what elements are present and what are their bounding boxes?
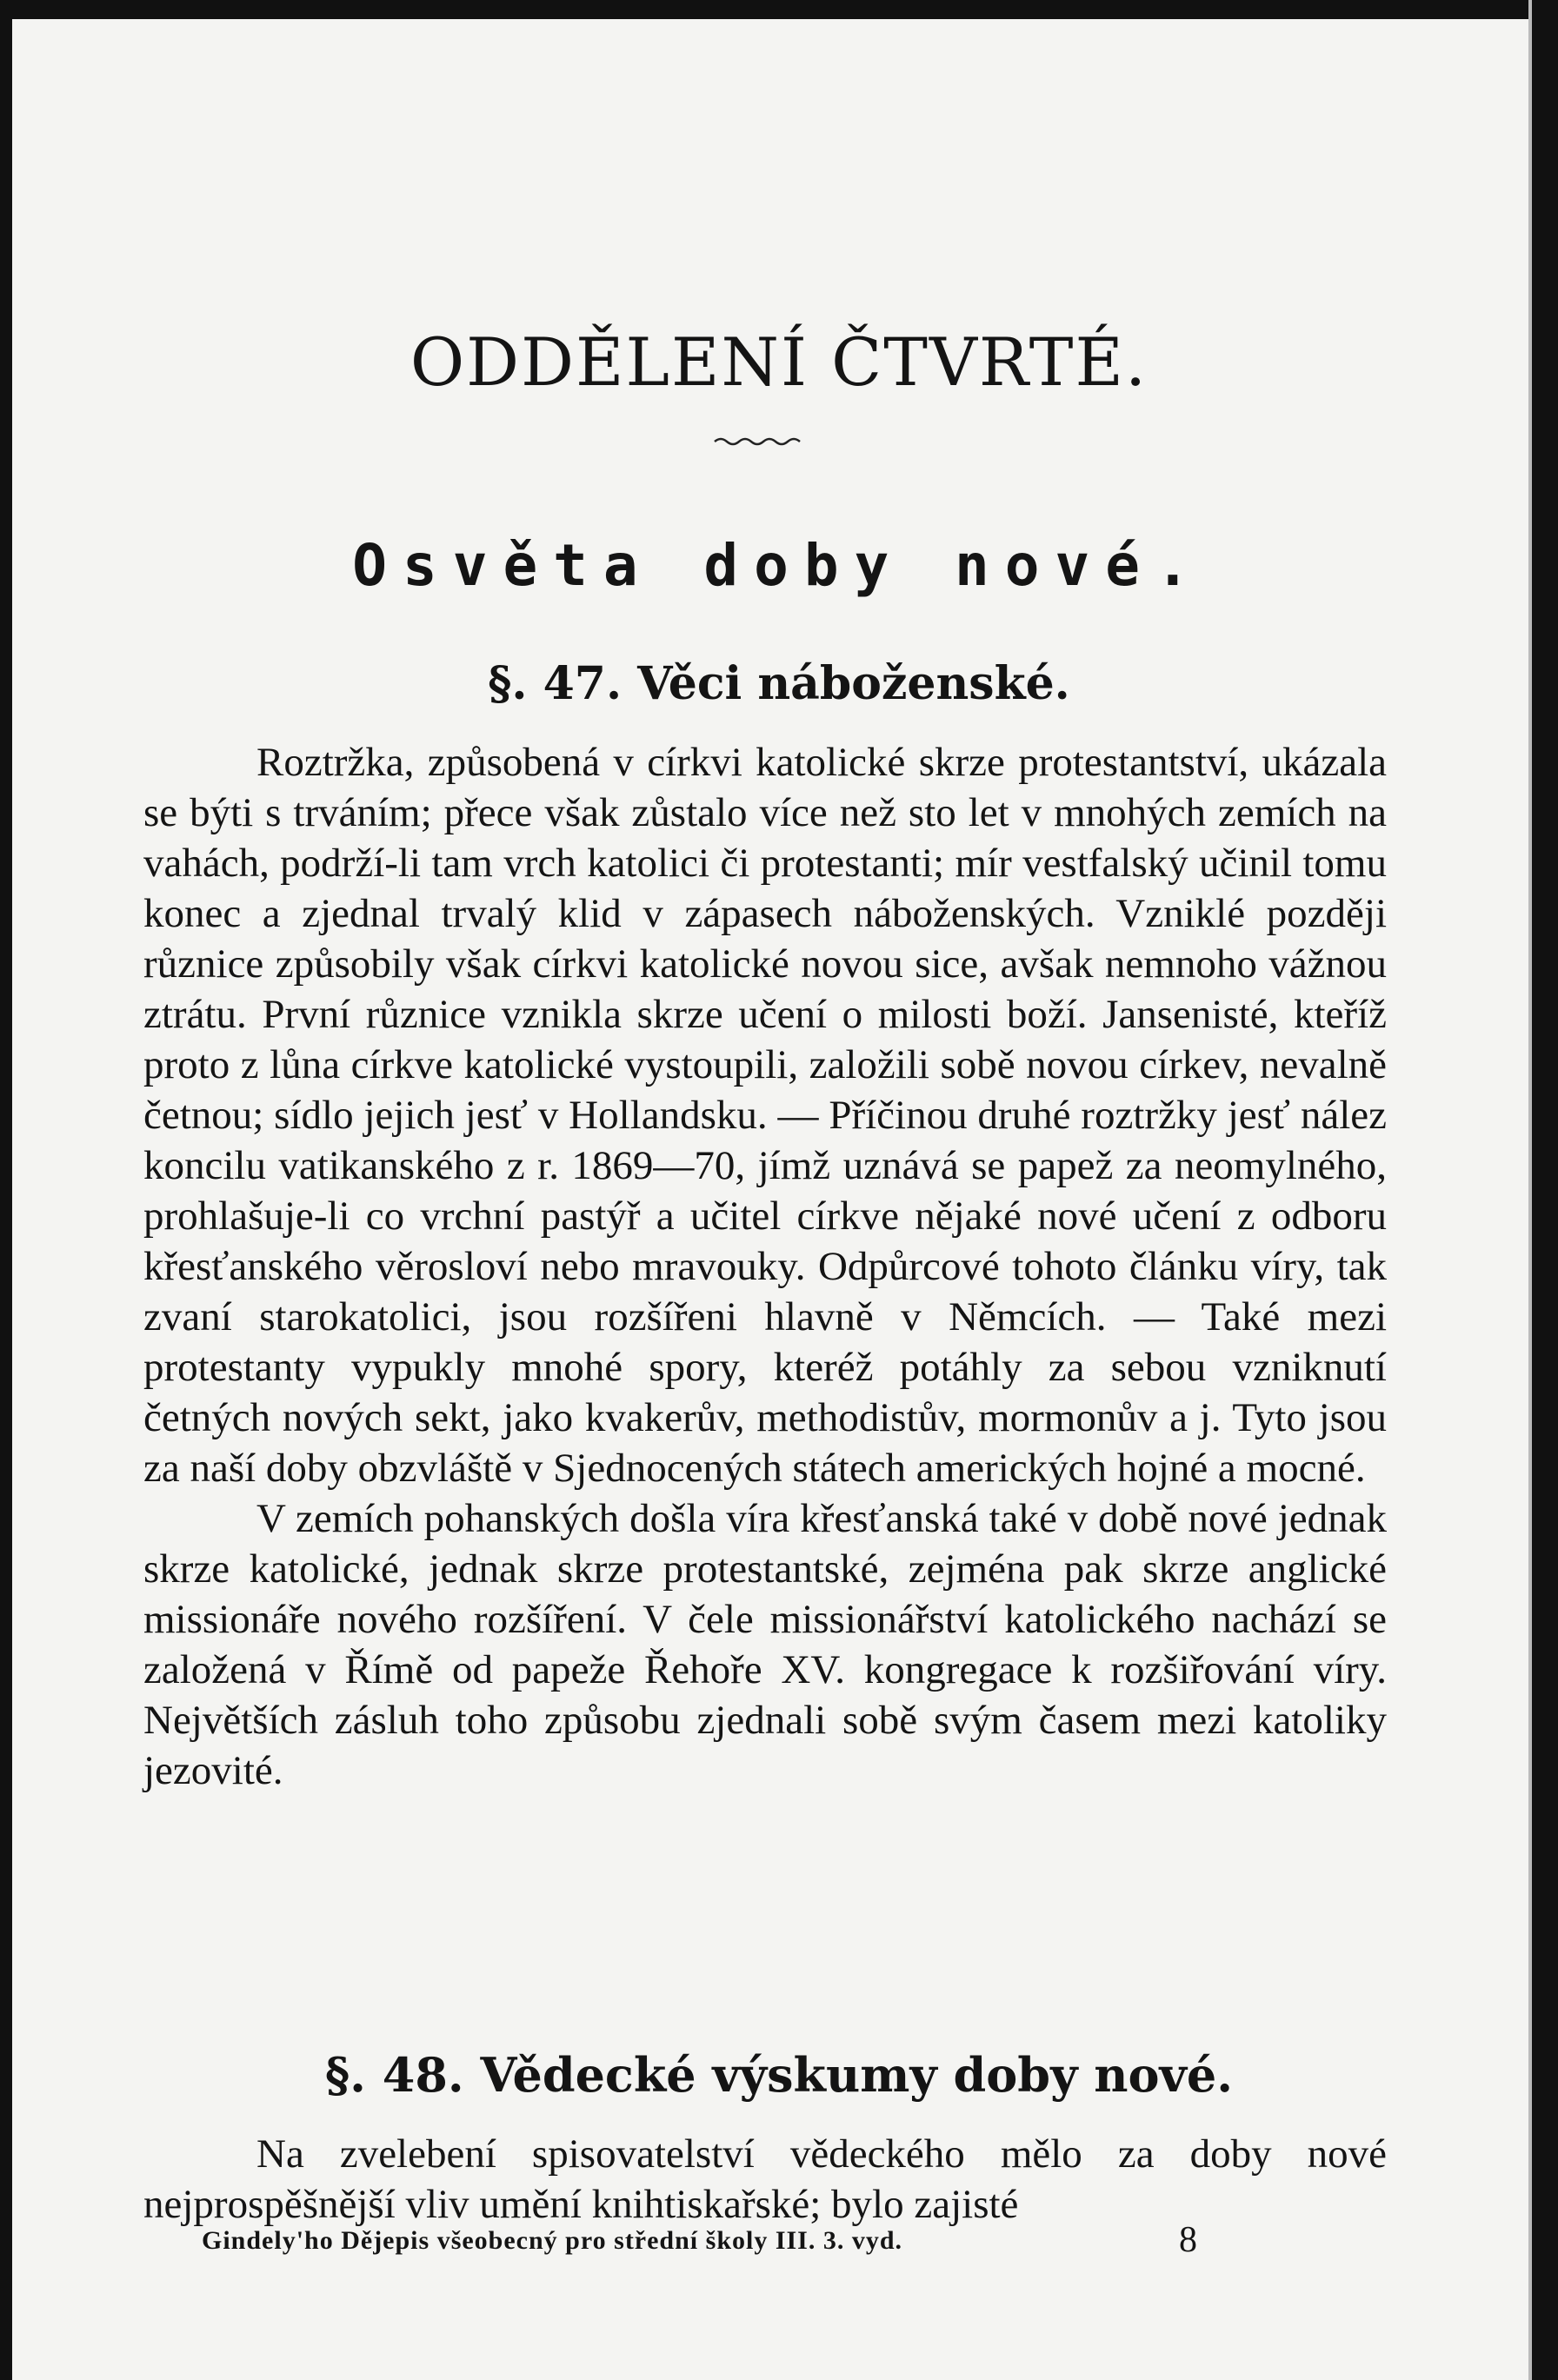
paragraph-47-text xyxy=(143,737,1387,1796)
signature-line: Gindely'ho Dějepis všeobecný pro střední školy III. 3. vyd. xyxy=(202,2226,903,2255)
scan-border-top xyxy=(0,0,1558,19)
paragraph-47-body-2: V zemích pohanských došla víra křesťanská také v době nové jednak skrze katolické, jednak skrze protestantské, zejména pak skrze anglické missionáře nového rozšíření. V čele missionářství katolického nachází se založená v Římě od papeže Řehoře XV. kongregace k rozšiřování víry. Největších zásluh toho způsobu zjednali sobě svým časem mezi katoliky jezovité. xyxy=(143,1496,1387,1793)
paragraph-heading-47: §. 47. Věci náboženské. xyxy=(488,657,1070,710)
section-title: Osvěta doby nové. xyxy=(352,532,1206,599)
paragraph-48-body-1: Na zvelebení spisovatelství vědeckého mělo za doby nové nejprospěšnější vliv umění knihtiskařské; bylo zajisté xyxy=(143,2131,1387,2227)
division-title: ODDĚLENÍ ČTVRTÉ. xyxy=(409,323,1149,401)
paragraph-heading-48: §. 48. Vědecké výskumy doby nové. xyxy=(324,2047,1234,2103)
page-number: 8 xyxy=(1179,2220,1197,2260)
paragraph-47-body-1: Roztržka, způsobená v církvi katolické skrze protestantství, ukázala se býti s trváním; přece však zůstalo více než sto let v mnohých zemích na vahách, podrží-li tam vrch katolici či protestanti; mír vestfalský učinil tomu konec a zjednal trvalý klid v zápasech náboženských. Vzniklé později různice způsobily však církvi katolické novou sice, avšak nemnoho vážnou ztrátu. První různice vznikla skrze učení o milosti boží. Jansenisté, kteříž proto z lůna církve katolické vystoupili, založili sobě novou církev, nevalně četnou; sídlo jejich jesť v Hollandsku. — Příčinou druhé roztržky jesť nález koncilu vatikanského z r. 1869—70, jímž uznává se papež za neomylného, prohlašuje-li co vrchní pastýř a učitel církve nějaké nové učení z odboru křesťanského věrosloví nebo mravouky. Odpůrcové tohoto článku víry, tak zvaní starokatolici, jsou rozšířeni hlavně v Němcích. — Také mezi protestanty vypukly mnohé spory, kteréž potáhly za sebou vzniknutí četných nových sekt, jako kvakerův, methodistův, mormonův a j. Tyto jsou za naší doby obzvláště v Sjednocených státech amerických hojné a mocné. xyxy=(143,740,1387,1491)
paragraph-48-text xyxy=(143,2129,1387,2230)
ornament-wave-icon xyxy=(713,435,809,455)
